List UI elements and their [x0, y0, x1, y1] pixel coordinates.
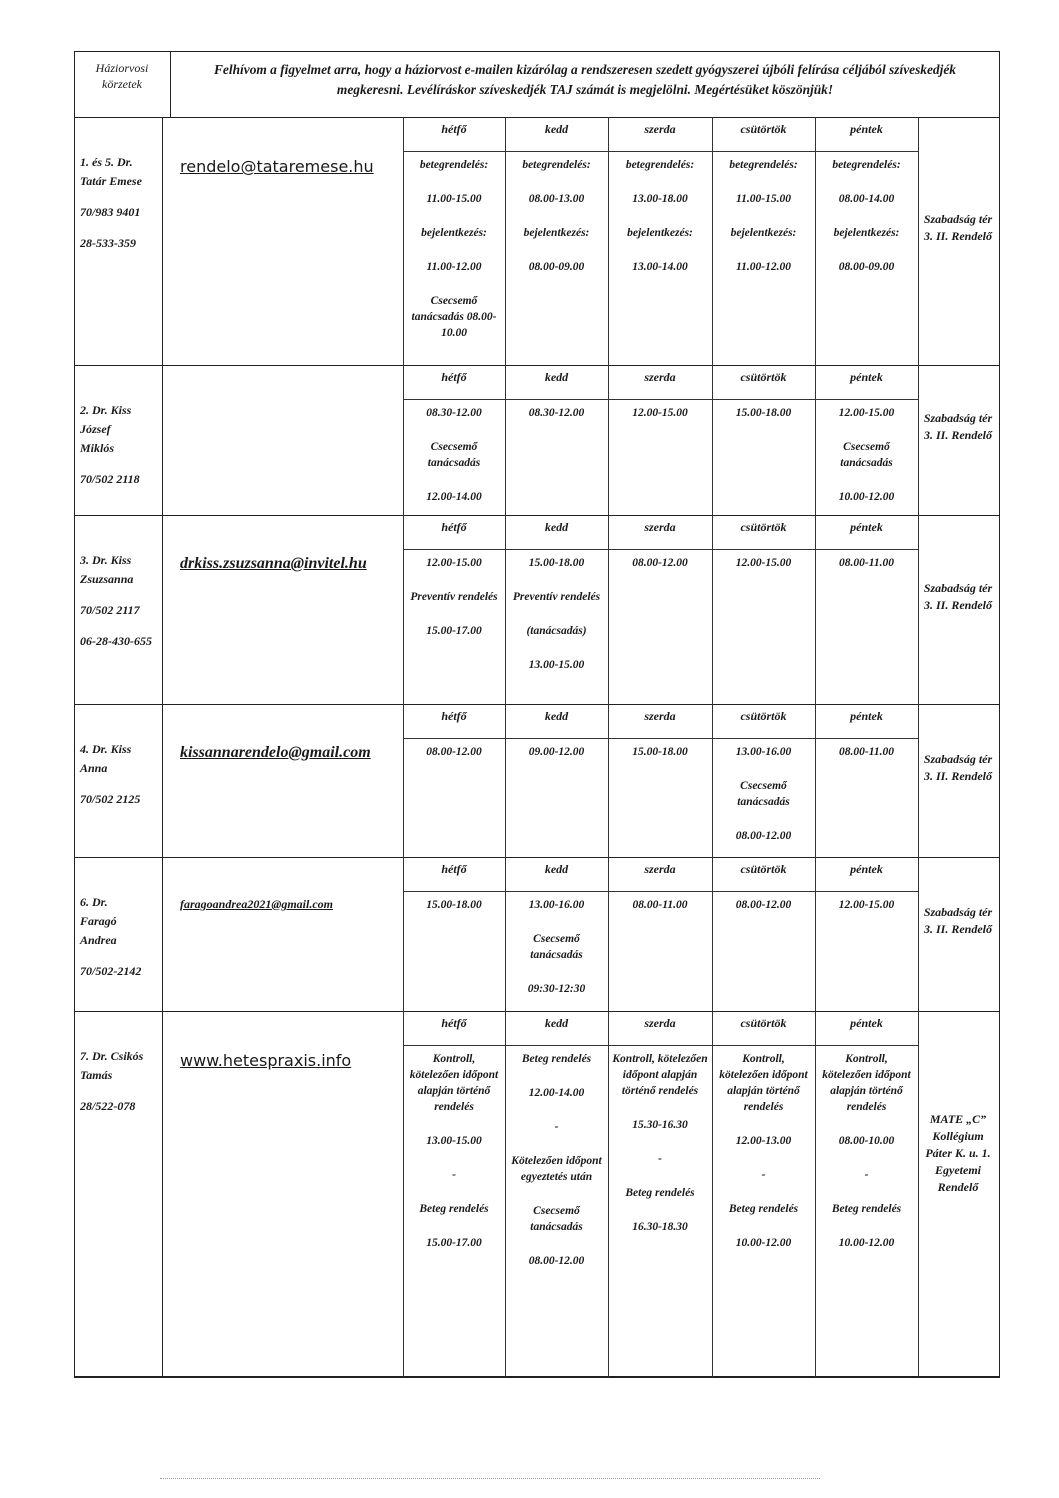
schedule-cell: [612, 405, 708, 439]
schedule-entry: betegrendelés:: [832, 159, 901, 171]
doctor-info: [80, 893, 160, 981]
row-rule: [74, 704, 1000, 705]
day-header: kedd: [544, 862, 569, 876]
schedule-entry: 10.00-12.00: [735, 1237, 792, 1249]
spacer: [80, 950, 160, 962]
header-districts-label: Háziorvosi körzetek: [95, 61, 149, 91]
location: Szabadság tér 3. II. Rendelő: [923, 905, 993, 936]
schedule-entry: 11.00-12.00: [426, 261, 482, 273]
schedule-entry: Beteg rendelés: [831, 1203, 902, 1215]
location: Szabadság tér 3. II. Rendelő: [923, 212, 993, 243]
row-rule: [74, 857, 1000, 858]
schedule-cell: [509, 744, 604, 778]
email-link[interactable]: drkiss.zsuzsanna@invitel.hu: [180, 555, 367, 572]
schedule-cell: [819, 1051, 914, 1269]
phone-number: 70/502 2117: [80, 603, 140, 617]
schedule-entry: -: [658, 1153, 662, 1165]
day-column-rule: [918, 117, 919, 365]
doctor-info: [80, 401, 160, 489]
day-column-rule: [608, 117, 609, 365]
doctor-name-line: Faragó: [80, 914, 117, 928]
day-header: csütörtök: [740, 709, 787, 723]
schedule-entry: Kontroll, kötelezően időpont alapján történő rendelés: [409, 1053, 499, 1113]
schedule-entry: 08.00-09.00: [838, 261, 895, 273]
email-link[interactable]: kissannarendelo@gmail.com: [180, 744, 371, 761]
schedule-cell: [716, 897, 811, 931]
day-column-rule: [712, 515, 713, 704]
day-header: kedd: [544, 370, 569, 384]
doctor-info: [80, 740, 160, 809]
doctor-column-rule: [162, 1011, 163, 1377]
schedule-entry: -: [452, 1169, 456, 1181]
doctor-info: [80, 153, 160, 253]
day-column-rule: [403, 365, 404, 515]
schedule-entry: 15.00-18.00: [632, 746, 688, 758]
schedule-cell: [819, 157, 914, 293]
schedule-entry: Kötelezően időpont egyeztetés után: [511, 1155, 602, 1183]
doctor-info: [80, 551, 160, 651]
schedule-entry: Beteg rendelés: [625, 1187, 695, 1199]
schedule-entry: 13.00-15.00: [528, 659, 585, 671]
spacer: [80, 191, 160, 203]
doctor-name-line: 4. Dr. Kiss: [80, 742, 132, 756]
schedule-entry: 12.00-15.00: [426, 557, 482, 569]
day-column-rule: [505, 704, 506, 857]
day-column-rule: [403, 515, 404, 704]
email-link[interactable]: www.hetespraxis.info: [180, 1051, 352, 1070]
day-column-rule: [505, 1011, 506, 1377]
schedule-entry: 15.00-18.00: [528, 557, 585, 569]
schedule-entry: 08.00-10.00: [838, 1135, 895, 1147]
schedule-entry: 08.00-14.00: [838, 193, 895, 205]
day-column-rule: [815, 117, 816, 365]
day-column-rule: [815, 704, 816, 857]
day-column-rule: [505, 365, 506, 515]
schedule-entry: 08.00-12.00: [735, 830, 792, 842]
day-column-rule: [403, 704, 404, 857]
schedule-entry: 11.00-15.00: [736, 193, 791, 205]
day-column-rule: [712, 365, 713, 515]
spacer: [80, 589, 160, 601]
day-header: hétfő: [441, 709, 467, 723]
day-header-rule: [403, 151, 918, 152]
schedule-cell: [509, 555, 604, 691]
schedule-entry: 10.00-12.00: [838, 1237, 895, 1249]
spacer: [80, 620, 160, 632]
day-column-rule: [712, 1011, 713, 1377]
schedule-entry: 08.00-11.00: [839, 557, 894, 569]
day-column-rule: [815, 515, 816, 704]
day-header: péntek: [850, 1016, 883, 1030]
day-column-rule: [505, 515, 506, 704]
day-header: kedd: [544, 520, 569, 534]
doctor-name-line: Tatár Emese: [80, 174, 142, 188]
day-header: szerda: [644, 122, 676, 136]
day-header: kedd: [544, 122, 569, 136]
day-column-rule: [712, 704, 713, 857]
schedule-entry: 12.00-14.00: [426, 491, 482, 503]
schedule-entry: Csecsemő tanácsadás: [840, 441, 893, 469]
doctor-column-rule: [162, 857, 163, 1011]
schedule-entry: 09:30-12:30: [527, 983, 586, 995]
phone-number: 28-533-359: [80, 236, 136, 250]
day-header: szerda: [644, 862, 676, 876]
day-header: hétfő: [441, 1016, 467, 1030]
day-column-rule: [608, 1011, 609, 1377]
doctor-name-line: Anna: [80, 761, 108, 775]
schedule-entry: 12.00-14.00: [528, 1087, 585, 1099]
schedule-entry: betegrendelés:: [419, 159, 489, 171]
day-column-rule: [608, 857, 609, 1011]
schedule-entry: -: [864, 1169, 869, 1181]
day-column-rule: [815, 365, 816, 515]
doctor-name-line: 3. Dr. Kiss: [80, 553, 132, 567]
schedule-cell: [716, 157, 811, 293]
schedule-entry: 15.30-16.30: [632, 1119, 688, 1131]
schedule-entry: betegrendelés:: [522, 159, 591, 171]
schedule-cell: [407, 1051, 501, 1269]
header-notice: Felhívom a figyelmet arra, hogy a háziorvost e-mailen kizárólag a rendszeresen szedett gyógyszerei újbóli felírása céljából szíveskedjék megkeresni. Levélíráskor szíveskedjék TAJ számát is megjelölni. Megértésüket köszönjük!: [213, 62, 956, 97]
schedule-entry: 15.00-18.00: [426, 899, 482, 911]
schedule-cell: [612, 897, 708, 931]
schedule-cell: [407, 744, 501, 778]
day-column-rule: [918, 704, 919, 857]
schedule-entry: 08.00-09.00: [528, 261, 585, 273]
day-header: csütörtök: [740, 370, 787, 384]
phone-number: 28/522-078: [80, 1099, 136, 1113]
schedule-entry: 10.00-12.00: [838, 491, 895, 503]
schedule-entry: Csecsemő tanácsadás: [427, 441, 481, 469]
schedule-entry: 13.00-14.00: [632, 261, 688, 273]
schedule-entry: -: [554, 1121, 559, 1133]
schedule-entry: Beteg rendelés: [521, 1053, 592, 1065]
day-column-rule: [403, 1011, 404, 1377]
day-header-rule: [403, 399, 918, 400]
schedule-entry: 13.00-15.00: [426, 1135, 482, 1147]
schedule-entry: 08.30-12.00: [426, 407, 482, 419]
schedule-entry: Csecsemő tanácsadás: [530, 933, 583, 961]
day-header: szerda: [644, 520, 676, 534]
doctor-name-line: 6. Dr.: [80, 895, 108, 909]
schedule-cell: [716, 555, 811, 589]
schedule-entry: 08.00-12.00: [528, 1255, 585, 1267]
schedule-cell: [509, 405, 604, 439]
phone-number: 70/983 9401: [80, 205, 141, 219]
schedule-cell: [509, 157, 604, 293]
day-header: kedd: [544, 709, 569, 723]
schedule-entry: -: [761, 1169, 766, 1181]
location: Szabadság tér 3. II. Rendelő: [923, 751, 993, 783]
row-rule: [74, 365, 1000, 366]
schedule-cell: [509, 897, 604, 1015]
schedule-entry: 13.00-16.00: [528, 899, 585, 911]
doctor-name-line: 1. és 5. Dr.: [80, 155, 133, 169]
day-column-rule: [403, 117, 404, 365]
day-header: péntek: [850, 520, 883, 534]
schedule-entry: Kontroll, kötelezően időpont alapján történő rendelés: [612, 1053, 708, 1097]
day-column-rule: [918, 1011, 919, 1377]
schedule-entry: betegrendelés:: [729, 159, 798, 171]
day-column-rule: [918, 365, 919, 515]
day-header: szerda: [644, 709, 676, 723]
schedule-entry: bejelentkezés:: [627, 227, 693, 239]
row-rule: [74, 1377, 1000, 1378]
schedule-entry: 08.00-13.00: [528, 193, 585, 205]
schedule-cell: [407, 555, 501, 657]
schedule-entry: 11.00-12.00: [736, 261, 791, 273]
day-column-rule: [505, 857, 506, 1011]
day-header-rule: [403, 738, 918, 739]
footer-divider: [160, 1478, 820, 1479]
schedule-entry: Csecsemő tanácsadás: [530, 1205, 583, 1233]
doctor-name-line: Zsuzsanna: [80, 572, 134, 586]
schedule-cell: [509, 1051, 604, 1287]
day-header: kedd: [544, 1016, 569, 1030]
phone-number: 06-28-430-655: [80, 634, 152, 648]
day-column-rule: [608, 515, 609, 704]
day-header-rule: [403, 549, 918, 550]
schedule-cell: [407, 897, 501, 931]
schedule-entry: 15.00-17.00: [426, 625, 482, 637]
day-header: péntek: [850, 122, 883, 136]
day-header: szerda: [644, 1016, 676, 1030]
schedule-entry: 12.00-15.00: [838, 407, 895, 419]
day-header-rule: [403, 891, 918, 892]
doctor-name-line: Miklós: [80, 441, 115, 455]
schedule-cell: [612, 555, 708, 589]
location: MATE „C” Kollégium Páter K. u. 1. Egyetemi Rendelő: [925, 1112, 991, 1194]
schedule-entry: Beteg rendelés: [728, 1203, 799, 1215]
schedule-entry: 15.00-17.00: [426, 1237, 482, 1249]
day-column-rule: [608, 704, 609, 857]
day-header: csütörtök: [740, 122, 787, 136]
day-column-rule: [403, 857, 404, 1011]
day-header: péntek: [850, 709, 883, 723]
schedule-entry: 08.30-12.00: [528, 407, 585, 419]
spacer: [80, 458, 160, 470]
day-header: hétfő: [441, 370, 467, 384]
schedule-entry: 16.30-18.30: [632, 1221, 688, 1233]
spacer: [80, 1085, 160, 1097]
day-column-rule: [505, 117, 506, 365]
schedule-cell: [716, 1051, 811, 1269]
schedule-entry: betegrendelés:: [625, 159, 695, 171]
spacer: [80, 222, 160, 234]
schedule-cell: [407, 405, 501, 523]
phone-number: 70/502 2118: [80, 472, 140, 486]
doctor-info: [80, 1047, 160, 1116]
spacer: [80, 778, 160, 790]
schedule-entry: 15.00-18.00: [735, 407, 792, 419]
day-header: szerda: [644, 370, 676, 384]
schedule-entry: Beteg rendelés: [419, 1203, 489, 1215]
schedule-entry: 12.00-13.00: [735, 1135, 792, 1147]
doctor-column-rule: [162, 704, 163, 857]
doctor-name-line: 2. Dr. Kiss: [80, 403, 132, 417]
schedule-entry: 12.00-15.00: [735, 557, 792, 569]
schedule-entry: 12.00-15.00: [838, 899, 895, 911]
schedule-cell: [819, 744, 914, 778]
schedule-cell: [819, 555, 914, 589]
header-column-rule: [170, 51, 171, 117]
doctor-name-line: 7. Dr. Csikós: [80, 1049, 144, 1063]
schedule-entry: bejelentkezés:: [730, 227, 797, 239]
schedule-entry: 08.00-12.00: [735, 899, 792, 911]
day-column-rule: [712, 117, 713, 365]
location: Szabadság tér 3. II. Rendelő: [923, 580, 993, 612]
doctor-name-line: Andrea: [80, 933, 117, 947]
schedule-entry: 08.00-12.00: [426, 746, 482, 758]
schedule-entry: Csecsemő tanácsadás 08.00-10.00: [411, 295, 497, 339]
day-header-rule: [403, 1045, 918, 1046]
day-header: hétfő: [441, 520, 467, 534]
schedule-entry: bejelentkezés:: [833, 227, 900, 239]
day-column-rule: [608, 365, 609, 515]
schedule-cell: [612, 1051, 708, 1253]
schedule-entry: 13.00-18.00: [632, 193, 688, 205]
day-header: péntek: [850, 862, 883, 876]
schedule-entry: 09.00-12.00: [528, 746, 585, 758]
schedule-entry: 13.00-16.00: [735, 746, 792, 758]
schedule-entry: (tanácsadás): [526, 625, 587, 637]
location: Szabadság tér 3. II. Rendelő: [923, 411, 993, 442]
doctor-column-rule: [162, 515, 163, 704]
day-column-rule: [918, 515, 919, 704]
day-column-rule: [918, 857, 919, 1011]
schedule-cell: [819, 405, 914, 523]
day-header: csütörtök: [740, 520, 787, 534]
phone-number: 70/502-2142: [80, 964, 142, 978]
schedule-entry: bejelentkezés:: [523, 227, 590, 239]
schedule-entry: 08.00-11.00: [839, 746, 894, 758]
header-bottom-rule: [74, 117, 1000, 118]
phone-number: 70/502 2125: [80, 792, 141, 806]
day-header: hétfő: [441, 862, 467, 876]
schedule-entry: bejelentkezés:: [421, 227, 487, 239]
doctor-name-line: Tamás: [80, 1068, 113, 1082]
schedule-cell: [612, 157, 708, 293]
schedule-entry: Kontroll, kötelezően időpont alapján történő rendelés: [719, 1053, 808, 1113]
day-column-rule: [712, 857, 713, 1011]
schedule-cell: [407, 157, 501, 359]
email-link[interactable]: faragoandrea2021@gmail.com: [180, 897, 333, 911]
day-header: péntek: [850, 370, 883, 384]
day-header: hétfő: [441, 122, 467, 136]
doctor-name-line: József: [80, 422, 111, 436]
schedule-entry: Preventív rendelés: [512, 591, 601, 603]
schedule-entry: Kontroll, kötelezően időpont alapján történő rendelés: [822, 1053, 911, 1113]
schedule-entry: 11.00-15.00: [426, 193, 482, 205]
schedule-entry: 12.00-15.00: [632, 407, 688, 419]
day-header: csütörtök: [740, 1016, 787, 1030]
doctor-column-rule: [162, 117, 163, 365]
schedule-entry: Csecsemő tanácsadás: [737, 780, 790, 808]
schedule-cell: [612, 744, 708, 778]
doctor-column-rule: [162, 365, 163, 515]
day-column-rule: [815, 857, 816, 1011]
schedule-entry: 08.00-12.00: [632, 557, 688, 569]
day-column-rule: [815, 1011, 816, 1377]
schedule-entry: 08.00-11.00: [632, 899, 688, 911]
schedule-cell: [716, 405, 811, 439]
schedule-entry: Preventív rendelés: [410, 591, 498, 603]
day-header: csütörtök: [740, 862, 787, 876]
email-link[interactable]: rendelo@tataremese.hu: [180, 157, 374, 176]
schedule-cell: [819, 897, 914, 931]
schedule-cell: [716, 744, 811, 862]
